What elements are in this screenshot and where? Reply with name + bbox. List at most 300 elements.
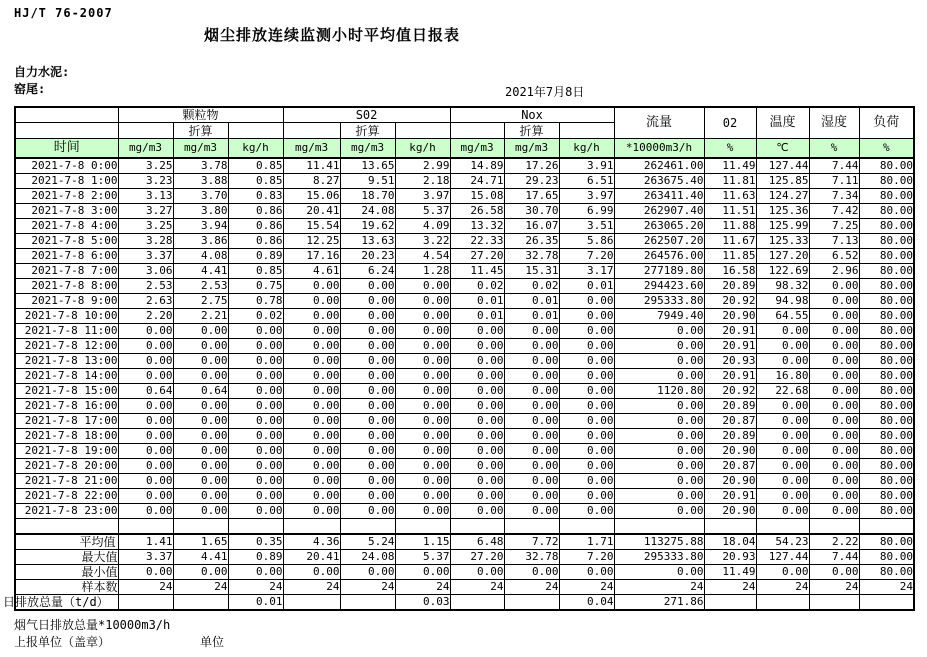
time-cell: 2021-7-8 16:00 (15, 399, 118, 414)
value-cell: 32.78 (504, 249, 559, 264)
value-cell: 0.01 (228, 595, 283, 611)
value-cell: 80.00 (859, 504, 914, 519)
value-cell: 3.28 (118, 234, 173, 249)
value-cell: 13.63 (340, 234, 395, 249)
value-cell: 0.00 (283, 444, 340, 459)
value-cell: 16.07 (504, 219, 559, 234)
table-body (3, 158, 914, 610)
value-cell: 0.00 (118, 565, 173, 580)
time-cell: 2021-7-8 6:00 (15, 249, 118, 264)
conversion-label-pm: 折算 (173, 123, 228, 139)
value-cell (809, 519, 859, 535)
hourly-data-row (15, 294, 914, 309)
value-cell: 0.00 (504, 384, 559, 399)
value-cell: 0.04 (559, 595, 614, 611)
value-cell: 80.00 (859, 339, 914, 354)
value-cell: 27.20 (450, 550, 504, 565)
value-cell: 0.00 (559, 354, 614, 369)
value-cell: 24 (614, 580, 704, 595)
value-cell: 11.81 (704, 174, 756, 189)
value-cell (704, 519, 756, 535)
value-cell: 20.89 (704, 279, 756, 294)
value-cell: 3.78 (173, 158, 228, 174)
value-cell: 3.23 (118, 174, 173, 189)
summary-row (15, 550, 914, 565)
value-cell: 0.00 (340, 565, 395, 580)
value-cell: 0.00 (395, 459, 450, 474)
value-cell: 0.00 (559, 565, 614, 580)
value-cell: 0.00 (559, 294, 614, 309)
value-cell: 0.00 (504, 414, 559, 429)
hourly-data-row (15, 354, 914, 369)
value-cell (756, 519, 809, 535)
value-cell: 125.99 (756, 219, 809, 234)
value-cell: 0.00 (559, 489, 614, 504)
unit-header-flow: *10000m3/h (614, 139, 704, 159)
value-cell: 264576.00 (614, 249, 704, 264)
value-cell: 0.00 (809, 399, 859, 414)
value-cell: 2.20 (118, 309, 173, 324)
value-cell: 0.00 (228, 384, 283, 399)
value-cell: 7.20 (559, 249, 614, 264)
hourly-data-row (15, 369, 914, 384)
value-cell: 1.15 (395, 534, 450, 550)
value-cell: 80.00 (859, 174, 914, 189)
value-cell: 0.00 (173, 354, 228, 369)
value-cell: 6.52 (809, 249, 859, 264)
value-cell: 0.00 (504, 399, 559, 414)
value-cell: 24 (173, 580, 228, 595)
value-cell: 80.00 (859, 204, 914, 219)
value-cell: 94.98 (756, 294, 809, 309)
value-cell: 3.27 (118, 204, 173, 219)
value-cell: 0.00 (118, 489, 173, 504)
value-cell: 127.20 (756, 249, 809, 264)
hourly-data-row (15, 264, 914, 279)
value-cell: 0.00 (173, 474, 228, 489)
report-date: 2021年7月8日 (505, 85, 585, 99)
value-cell: 0.00 (559, 339, 614, 354)
value-cell (340, 519, 395, 535)
value-cell: 32.78 (504, 550, 559, 565)
hourly-data-row (15, 309, 914, 324)
value-cell: 0.00 (504, 339, 559, 354)
value-cell (173, 595, 228, 611)
time-cell: 2021-7-8 14:00 (15, 369, 118, 384)
value-cell: 24 (704, 580, 756, 595)
value-cell: 7.34 (809, 189, 859, 204)
value-cell: 0.00 (283, 504, 340, 519)
value-cell: 0.00 (450, 384, 504, 399)
value-cell: 3.97 (559, 189, 614, 204)
time-cell: 2021-7-8 2:00 (15, 189, 118, 204)
value-cell: 20.90 (704, 309, 756, 324)
value-cell: 0.00 (173, 459, 228, 474)
value-cell: 24.08 (340, 550, 395, 565)
value-cell: 0.00 (395, 444, 450, 459)
time-cell: 2021-7-8 20:00 (15, 459, 118, 474)
value-cell: 13.65 (340, 158, 395, 174)
value-cell: 0.00 (504, 324, 559, 339)
value-cell: 20.89 (704, 399, 756, 414)
value-cell: 11.63 (704, 189, 756, 204)
value-cell: 0.00 (809, 474, 859, 489)
value-cell: 0.00 (283, 324, 340, 339)
unit-label: 单位 (200, 635, 225, 649)
value-cell: 18.04 (704, 534, 756, 550)
value-cell: 80.00 (859, 399, 914, 414)
value-cell (118, 519, 173, 535)
value-cell: 0.00 (450, 354, 504, 369)
value-cell: 24.08 (340, 204, 395, 219)
value-cell: 0.00 (395, 279, 450, 294)
value-cell: 0.01 (504, 294, 559, 309)
time-cell: 2021-7-8 3:00 (15, 204, 118, 219)
value-cell: 0.00 (614, 444, 704, 459)
value-cell: 17.26 (504, 158, 559, 174)
value-cell: 24 (450, 580, 504, 595)
value-cell: 0.00 (756, 414, 809, 429)
value-cell: 80.00 (859, 444, 914, 459)
value-cell: 0.00 (395, 414, 450, 429)
value-cell: 80.00 (859, 294, 914, 309)
value-cell: 15.06 (283, 189, 340, 204)
value-cell: 0.00 (228, 565, 283, 580)
value-cell: 20.90 (704, 444, 756, 459)
value-cell (614, 519, 704, 535)
time-cell: 2021-7-8 4:00 (15, 219, 118, 234)
value-cell: 0.00 (809, 414, 859, 429)
value-cell: 0.00 (809, 354, 859, 369)
value-cell: 0.00 (756, 459, 809, 474)
value-cell: 80.00 (859, 565, 914, 580)
value-cell: 0.00 (283, 565, 340, 580)
value-cell: 4.08 (173, 249, 228, 264)
value-cell: 29.23 (504, 174, 559, 189)
time-cell: 2021-7-8 15:00 (15, 384, 118, 399)
blank-header-cell (15, 123, 118, 139)
value-cell: 277189.80 (614, 264, 704, 279)
value-cell: 0.00 (228, 459, 283, 474)
value-cell: 80.00 (859, 369, 914, 384)
value-cell: 17.65 (504, 189, 559, 204)
time-cell: 2021-7-8 10:00 (15, 309, 118, 324)
value-cell: 3.91 (559, 158, 614, 174)
value-cell: 0.00 (614, 504, 704, 519)
time-cell: 2021-7-8 18:00 (15, 429, 118, 444)
value-cell: 0.85 (228, 264, 283, 279)
value-cell: 24 (756, 580, 809, 595)
value-cell: 0.00 (756, 504, 809, 519)
value-cell: 20.23 (340, 249, 395, 264)
value-cell: 24 (118, 580, 173, 595)
value-cell: 0.75 (228, 279, 283, 294)
value-cell: 11.49 (704, 158, 756, 174)
value-cell: 0.00 (395, 504, 450, 519)
unit-header-nox-mg: mg/m3 (450, 139, 504, 159)
hourly-data-row (15, 444, 914, 459)
summary-row (15, 534, 914, 550)
value-cell: 26.58 (450, 204, 504, 219)
value-cell: 12.25 (283, 234, 340, 249)
value-cell: 0.00 (504, 474, 559, 489)
value-cell: 0.00 (756, 489, 809, 504)
value-cell (504, 595, 559, 611)
time-cell: 2021-7-8 12:00 (15, 339, 118, 354)
time-cell: 2021-7-8 1:00 (15, 174, 118, 189)
value-cell: 0.00 (504, 429, 559, 444)
conversion-label-so2: 折算 (340, 123, 395, 139)
value-cell: 0.00 (395, 429, 450, 444)
hourly-data-row (15, 174, 914, 189)
value-cell: 294423.60 (614, 279, 704, 294)
value-cell: 0.00 (450, 324, 504, 339)
value-cell: 3.06 (118, 264, 173, 279)
value-cell: 20.91 (704, 369, 756, 384)
value-cell: 0.00 (340, 324, 395, 339)
value-cell: 0.00 (283, 459, 340, 474)
value-cell: 7.72 (504, 534, 559, 550)
blank-header-cell (450, 123, 504, 139)
unit-header-humidity: % (809, 139, 859, 159)
value-cell: 0.83 (228, 189, 283, 204)
value-cell: 1.65 (173, 534, 228, 550)
value-cell: 80.00 (859, 459, 914, 474)
value-cell: 5.37 (395, 550, 450, 565)
value-cell: 0.00 (283, 489, 340, 504)
value-cell: 0.00 (809, 384, 859, 399)
value-cell: 3.25 (118, 219, 173, 234)
value-cell: 0.00 (809, 369, 859, 384)
summary-label: 最小值 (15, 565, 118, 580)
value-cell: 0.00 (283, 429, 340, 444)
value-cell: 0.00 (283, 369, 340, 384)
value-cell: 0.00 (395, 489, 450, 504)
value-cell: 11.49 (704, 565, 756, 580)
value-cell: 20.92 (704, 294, 756, 309)
value-cell (859, 519, 914, 535)
value-cell: 3.94 (173, 219, 228, 234)
reporting-unit-label: 上报单位（盖章） (14, 635, 111, 649)
hourly-data-row (15, 234, 914, 249)
value-cell: 0.00 (450, 369, 504, 384)
value-cell: 0.00 (340, 489, 395, 504)
group-header-nox: Nox (450, 107, 614, 123)
hourly-data-row (15, 204, 914, 219)
value-cell: 20.87 (704, 459, 756, 474)
value-cell: 0.00 (118, 459, 173, 474)
value-cell (504, 519, 559, 535)
value-cell: 263065.20 (614, 219, 704, 234)
hourly-data-row (15, 489, 914, 504)
value-cell: 14.89 (450, 158, 504, 174)
value-cell: 24 (504, 580, 559, 595)
value-cell: 0.00 (504, 459, 559, 474)
value-cell: 3.86 (173, 234, 228, 249)
daily-total-row (15, 595, 914, 611)
value-cell: 0.00 (395, 474, 450, 489)
value-cell: 11.88 (704, 219, 756, 234)
unit-header-pm-mg: mg/m3 (118, 139, 173, 159)
value-cell: 24 (228, 580, 283, 595)
value-cell: 0.00 (228, 339, 283, 354)
value-cell: 0.00 (340, 384, 395, 399)
value-cell: 3.97 (395, 189, 450, 204)
value-cell: 20.93 (704, 354, 756, 369)
time-cell: 2021-7-8 11:00 (15, 324, 118, 339)
value-cell: 24 (395, 580, 450, 595)
time-cell: 2021-7-8 23:00 (15, 504, 118, 519)
value-cell: 0.00 (809, 444, 859, 459)
value-cell: 6.48 (450, 534, 504, 550)
value-cell: 13.32 (450, 219, 504, 234)
hourly-data-row (15, 459, 914, 474)
value-cell: 0.00 (809, 504, 859, 519)
value-cell: 262907.40 (614, 204, 704, 219)
value-cell: 0.00 (395, 309, 450, 324)
summary-label: 样本数 (15, 580, 118, 595)
unit-header-pm-conv: mg/m3 (173, 139, 228, 159)
value-cell: 7949.40 (614, 309, 704, 324)
value-cell: 0.02 (450, 279, 504, 294)
value-cell: 2.75 (173, 294, 228, 309)
value-cell: 0.00 (756, 354, 809, 369)
value-cell: 0.00 (559, 324, 614, 339)
value-cell: 0.00 (614, 459, 704, 474)
value-cell (809, 595, 859, 611)
value-cell: 80.00 (859, 249, 914, 264)
value-cell: 0.00 (118, 324, 173, 339)
value-cell: 2.18 (395, 174, 450, 189)
value-cell: 0.00 (756, 565, 809, 580)
value-cell: 15.54 (283, 219, 340, 234)
value-cell: 4.36 (283, 534, 340, 550)
value-cell: 0.00 (173, 565, 228, 580)
value-cell: 0.00 (504, 489, 559, 504)
value-cell: 0.85 (228, 158, 283, 174)
time-cell: 2021-7-8 19:00 (15, 444, 118, 459)
value-cell: 80.00 (859, 219, 914, 234)
value-cell: 0.00 (450, 399, 504, 414)
value-cell: 125.33 (756, 234, 809, 249)
value-cell: 0.00 (340, 279, 395, 294)
table-header (15, 107, 914, 158)
value-cell: 0.00 (228, 324, 283, 339)
value-cell: 80.00 (859, 354, 914, 369)
value-cell: 80.00 (859, 189, 914, 204)
value-cell: 7.25 (809, 219, 859, 234)
value-cell: 11.51 (704, 204, 756, 219)
company-label: 自力水泥: (14, 65, 70, 79)
value-cell: 0.00 (173, 489, 228, 504)
value-cell: 20.91 (704, 339, 756, 354)
value-cell: 5.24 (340, 534, 395, 550)
flow-total-note: 烟气日排放总量*10000m3/h (14, 618, 171, 632)
time-cell: 2021-7-8 21:00 (15, 474, 118, 489)
value-cell: 20.91 (704, 324, 756, 339)
unit-header-so2-mg: mg/m3 (283, 139, 340, 159)
value-cell: 0.00 (450, 429, 504, 444)
value-cell: 20.91 (704, 489, 756, 504)
column-header-temperature: 温度 (756, 107, 809, 139)
value-cell: 0.00 (228, 399, 283, 414)
value-cell: 0.00 (283, 384, 340, 399)
value-cell: 2.21 (173, 309, 228, 324)
value-cell: 0.00 (228, 504, 283, 519)
blank-header-cell (395, 123, 450, 139)
value-cell: 6.99 (559, 204, 614, 219)
unit-header-nox-kgh: kg/h (559, 139, 614, 159)
value-cell: 2.99 (395, 158, 450, 174)
value-cell: 0.00 (450, 414, 504, 429)
value-cell: 0.00 (228, 444, 283, 459)
value-cell: 16.58 (704, 264, 756, 279)
value-cell: 11.85 (704, 249, 756, 264)
value-cell: 4.41 (173, 550, 228, 565)
value-cell: 0.00 (559, 459, 614, 474)
value-cell: 7.42 (809, 204, 859, 219)
value-cell: 0.00 (395, 354, 450, 369)
value-cell: 0.00 (559, 369, 614, 384)
value-cell: 263675.40 (614, 174, 704, 189)
hourly-data-row (15, 158, 914, 174)
value-cell: 0.00 (340, 354, 395, 369)
value-cell: 98.32 (756, 279, 809, 294)
time-column-header: 时间 (15, 139, 118, 159)
value-cell: 0.00 (756, 324, 809, 339)
value-cell: 0.00 (504, 354, 559, 369)
value-cell: 0.00 (340, 429, 395, 444)
value-cell: 0.01 (450, 294, 504, 309)
value-cell: 0.00 (173, 444, 228, 459)
value-cell: 0.00 (395, 324, 450, 339)
value-cell: 3.22 (395, 234, 450, 249)
time-cell: 2021-7-8 5:00 (15, 234, 118, 249)
unit-header-load: % (859, 139, 914, 159)
value-cell: 0.85 (228, 174, 283, 189)
value-cell: 0.00 (614, 324, 704, 339)
value-cell: 263411.40 (614, 189, 704, 204)
blank-header-cell (283, 123, 340, 139)
value-cell: 0.00 (395, 399, 450, 414)
value-cell: 0.00 (450, 339, 504, 354)
value-cell: 3.37 (118, 550, 173, 565)
unit-header-pm-kgh: kg/h (228, 139, 283, 159)
value-cell: 80.00 (859, 414, 914, 429)
value-cell: 0.00 (173, 324, 228, 339)
value-cell: 3.70 (173, 189, 228, 204)
value-cell: 30.70 (504, 204, 559, 219)
value-cell: 0.00 (450, 504, 504, 519)
value-cell: 7.20 (559, 550, 614, 565)
value-cell: 0.00 (559, 384, 614, 399)
value-cell: 80.00 (859, 234, 914, 249)
value-cell: 4.61 (283, 264, 340, 279)
value-cell: 0.00 (173, 369, 228, 384)
value-cell: 20.41 (283, 550, 340, 565)
time-cell: 2021-7-8 0:00 (15, 158, 118, 174)
value-cell: 18.70 (340, 189, 395, 204)
value-cell: 26.35 (504, 234, 559, 249)
value-cell: 1.41 (118, 534, 173, 550)
value-cell: 0.00 (809, 429, 859, 444)
value-cell: 0.00 (614, 369, 704, 384)
value-cell: 0.00 (228, 354, 283, 369)
value-cell: 7.13 (809, 234, 859, 249)
value-cell: 262507.20 (614, 234, 704, 249)
summary-label: 平均值 (15, 534, 118, 550)
value-cell: 0.00 (340, 504, 395, 519)
